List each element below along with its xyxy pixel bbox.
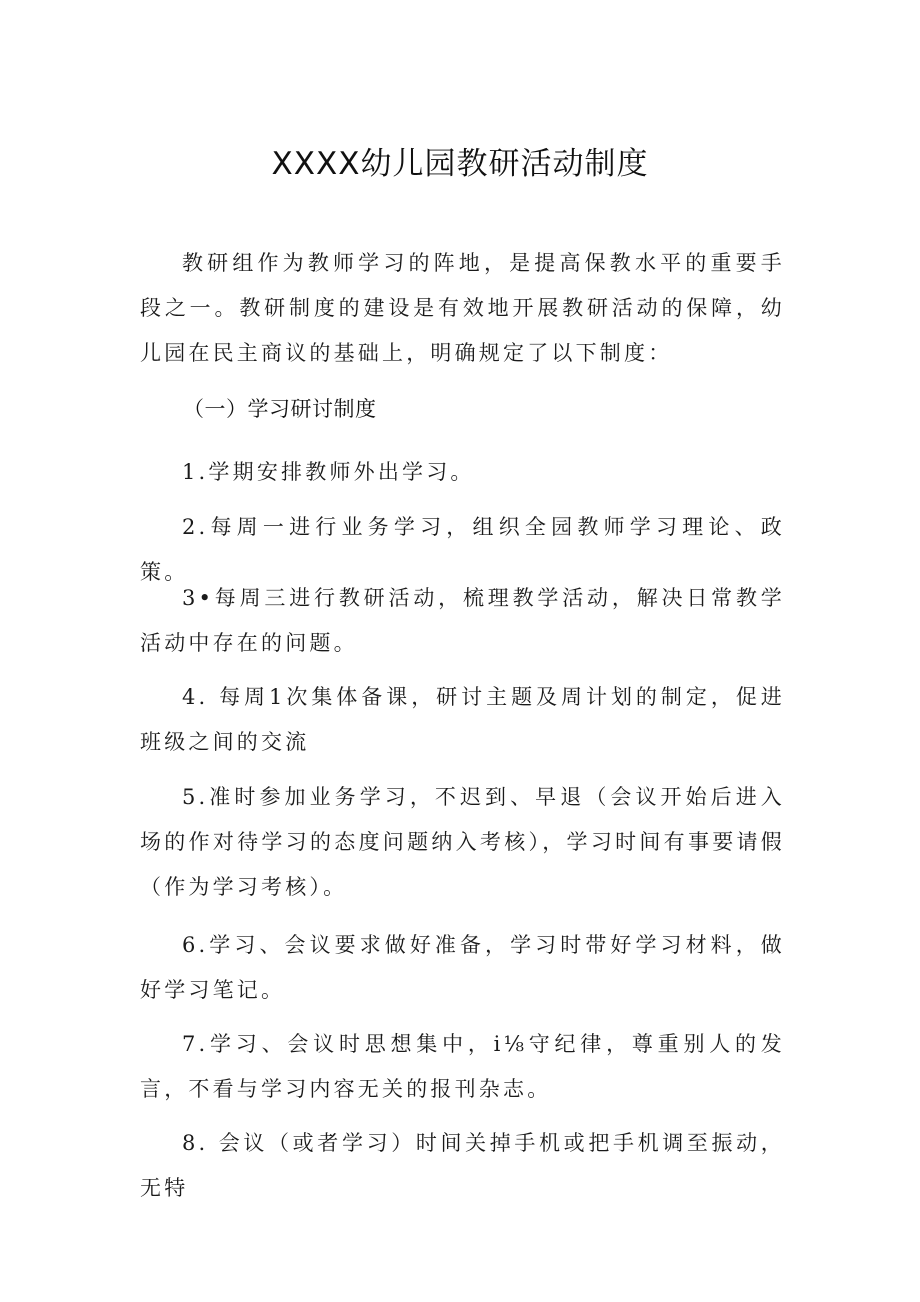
list-item: 3•每周三进行教研活动，梳理教学活动，解决日常教学活动中存在的问题。: [140, 586, 785, 655]
list-item: 5.准时参加业务学习，不迟到、早退（会议开始后进入场的作对待学习的态度问题纳入考核），学习时间有事要请假（作为学习考核）。: [140, 785, 785, 899]
list-item: 2.每周一进行业务学习，组织全园教师学习理论、政策。: [140, 515, 785, 584]
list-item: 7.学习、会议时思想集中，i⅛守纪律，尊重别人的发言，不看与学习内容无关的报刊杂志。: [140, 1032, 785, 1101]
section-heading: （一）学习研讨制度: [183, 397, 377, 421]
list-item: 4. 每周1次集体备课，研讨主题及周计划的制定，促进班级之间的交流: [140, 685, 785, 754]
list-item: 6.学习、会议要求做好准备，学习时带好学习材料，做好学习笔记。: [140, 933, 785, 1002]
list-item: 1.学期安排教师外出学习。: [182, 460, 475, 484]
intro-paragraph: 教研组作为教师学习的阵地，是提高保教水平的重要手段之一。教研制度的建设是有效地开展教研活动的保障，幼儿园在民主商议的基础上，明确规定了以下制度：: [140, 251, 785, 365]
list-item: 8. 会议（或者学习）时间关掉手机或把手机调至振动，无特: [140, 1131, 785, 1200]
document-title: XXXX幼儿园教研活动制度: [271, 146, 649, 182]
